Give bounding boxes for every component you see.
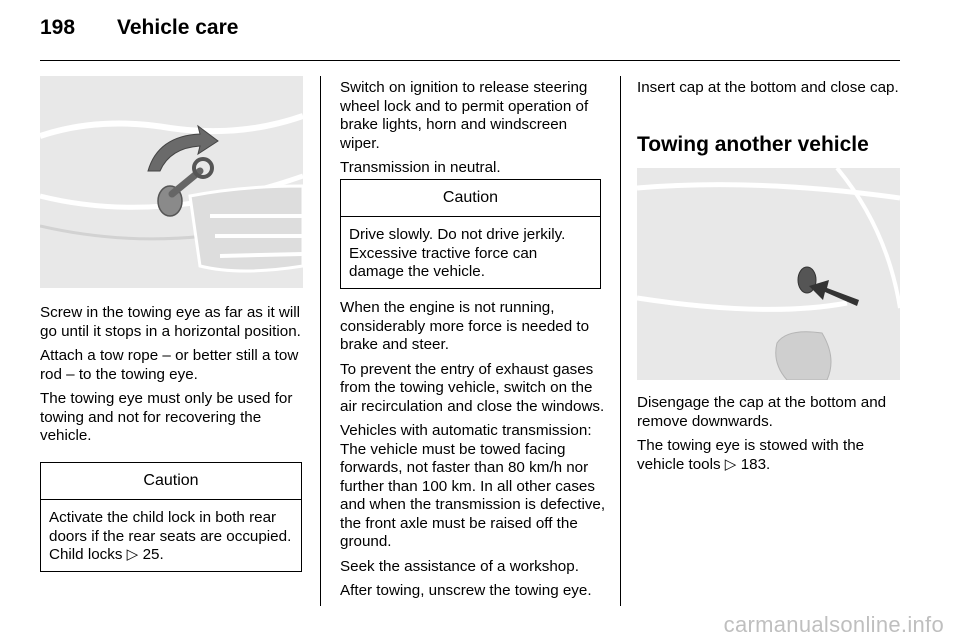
towing-eye-figure (40, 76, 303, 288)
section-heading-towing-another-vehicle: Towing another vehicle (637, 133, 869, 156)
page-number: 198 (40, 16, 76, 39)
caution-body: Activate the child lock in both rear doors if the rear seats are occupied. Child locks ▷ 25. (49, 509, 292, 563)
paragraph: Disengage the cap at the bottom and remove downwards. (637, 394, 887, 430)
rear-bumper-illustration (637, 168, 900, 380)
page-reference-link[interactable]: 183. (740, 455, 771, 473)
column-divider-2 (620, 76, 621, 606)
paragraph: Screw in the towing eye as far as it will go until it stops in a horizontal position. (40, 304, 301, 340)
towing-eye-illustration (40, 76, 303, 288)
paragraph: Transmission in neutral. (340, 159, 501, 176)
paragraph: The towing eye is stowed with the vehicle tools ▷ 183. (637, 437, 865, 473)
paragraph: Attach a tow rope – or better still a tow rod – to the towing eye. (40, 347, 299, 383)
caution-title: Caution (41, 463, 301, 500)
column-3-intro (637, 79, 903, 104)
paragraph: When the engine is not running, considerably more force is needed to brake and steer. (340, 299, 590, 353)
watermark: carmanualsonline.info (723, 612, 944, 637)
page-reference-arrow-icon: ▷ (724, 455, 737, 473)
paragraph: The towing eye must only be used for towing and not for recovering the vehicle. (40, 390, 293, 444)
header-rule (40, 60, 900, 61)
paragraph: Insert cap at the bottom and close cap. (637, 79, 899, 96)
caution-box-drive-slowly (340, 179, 601, 289)
column-2-text-bottom (340, 299, 606, 607)
caution-body: Drive slowly. Do not drive jerkily. Excessive tractive force can damage the vehicle. (349, 226, 566, 280)
column-2-text-top (340, 79, 606, 184)
column-1-text (40, 304, 306, 452)
caution-box-child-lock (40, 462, 302, 572)
paragraph: After towing, unscrew the towing eye. (340, 582, 592, 599)
page-reference-arrow-icon: ▷ (126, 546, 139, 563)
caution-title: Caution (341, 180, 600, 217)
page-reference-link[interactable]: 25. (142, 546, 164, 563)
rear-towing-eye-figure (637, 168, 900, 380)
column-3-text (637, 394, 905, 480)
paragraph: Vehicles with automatic transmission: The vehicle must be towed facing forwards, not faster than 80 km/h nor further than 100 km. In all other cases and when the transmission is defective, the front axle must be raised off the ground. (340, 422, 606, 550)
section-title: Vehicle care (117, 16, 239, 39)
paragraph: To prevent the entry of exhaust gases from the towing vehicle, switch on the air recirculation and close the windows. (340, 360, 605, 415)
column-divider-1 (320, 76, 321, 606)
paragraph: Seek the assistance of a workshop. (340, 557, 579, 575)
paragraph: Switch on ignition to release steering wheel lock and to permit operation of brake lights, horn and windscreen wiper. (340, 79, 589, 152)
